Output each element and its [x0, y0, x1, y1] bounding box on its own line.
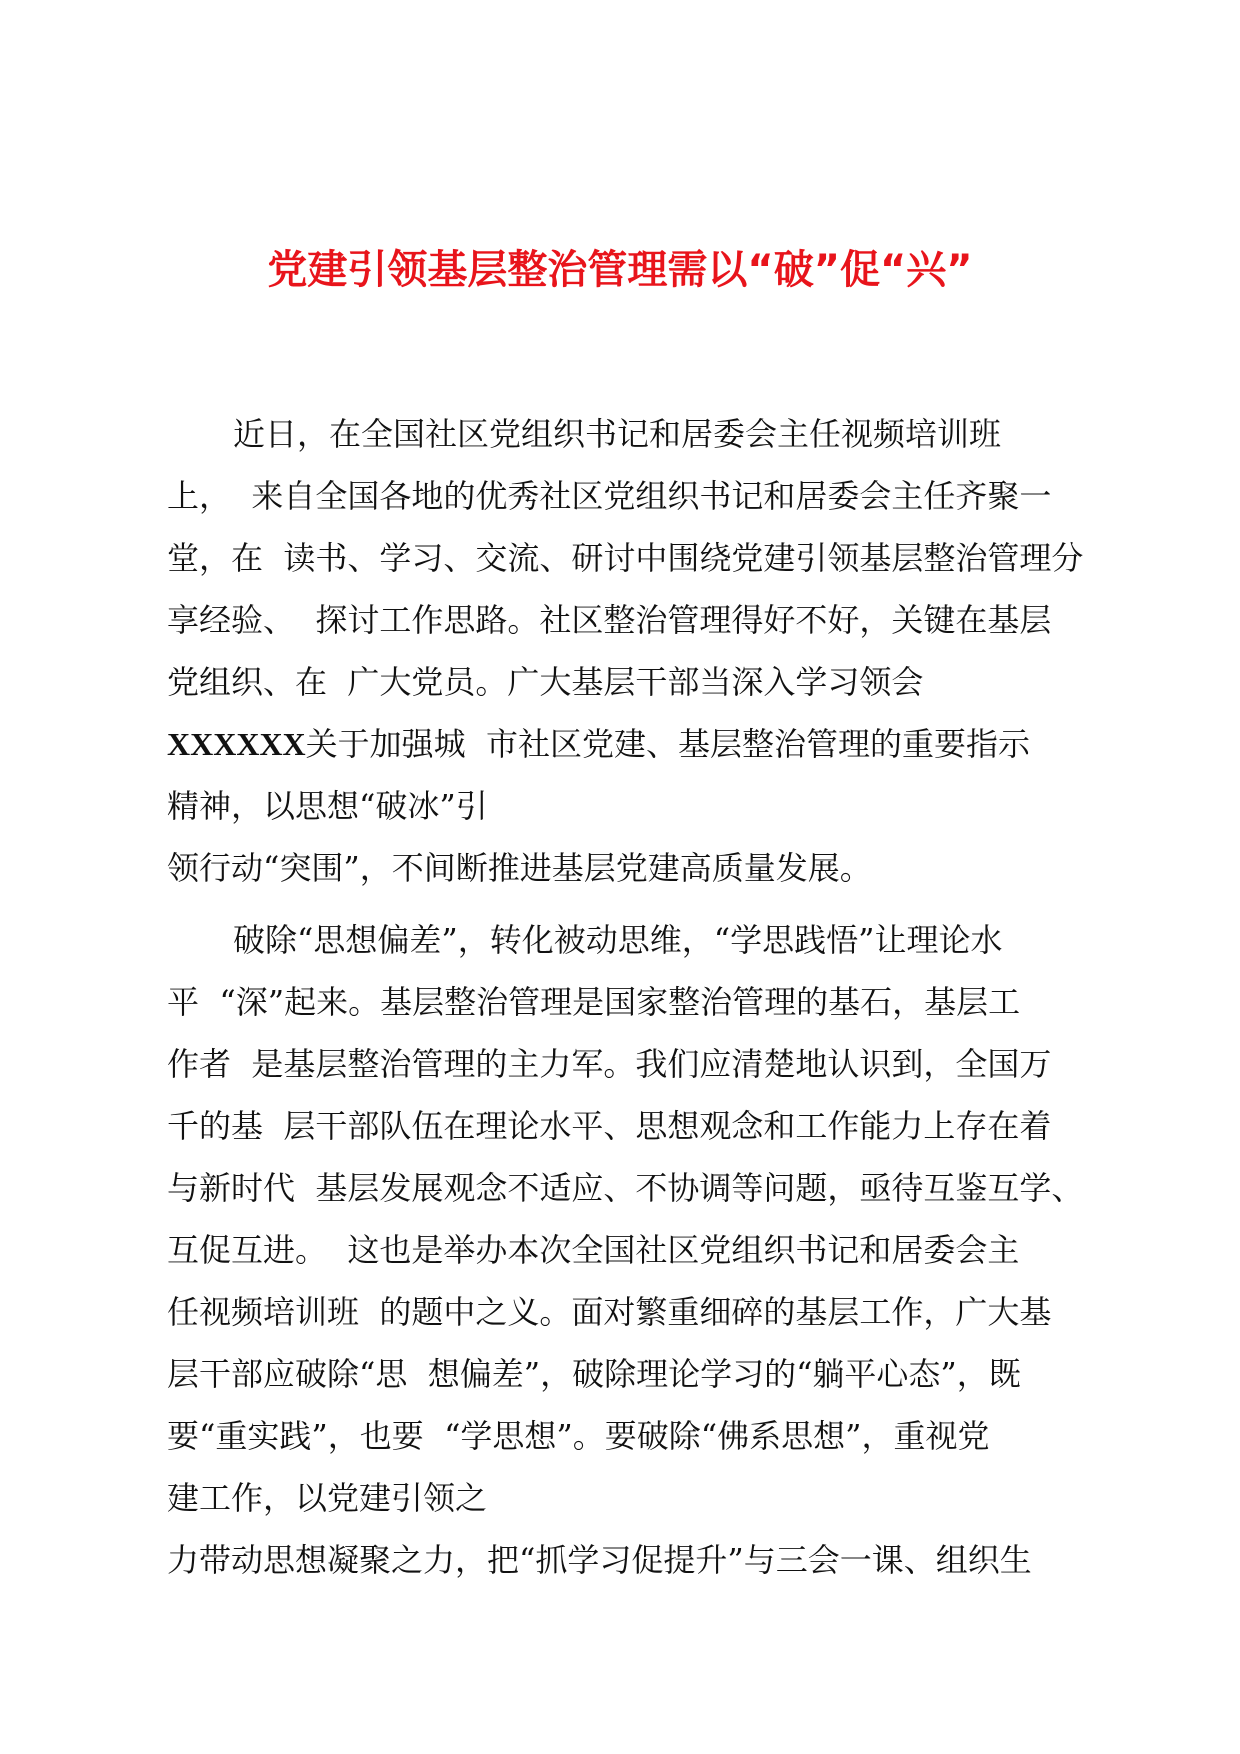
paragraph-line: 要“重实践”，也要 “学思想”。要破除“佛系思想”，重视党 [167, 1417, 990, 1455]
paragraph-line: 上， 来自全国各地的优秀社区党组织书记和居委会主任齐聚一 [167, 477, 1052, 515]
paragraph-line: 任视频培训班 的题中之义。面对繁重细碎的基层工作，广大基 [167, 1293, 1052, 1331]
paragraph-line: 领行动“突围”，不间断推进基层党建高质量发展。 [167, 849, 872, 887]
paragraph-line: 党组织、在 广大党员。广大基层干部当深入学习领会 [167, 663, 924, 701]
paragraph-line-text: 关于加强城 市社区党建、基层整治管理的重要指示 [305, 725, 1031, 763]
paragraph-line: 精神，以思想“破冰”引 [167, 787, 488, 825]
paragraph-line: 与新时代 基层发展观念不适应、不协调等问题，亟待互鉴互学、 [167, 1169, 1084, 1207]
paragraph-line: 作者 是基层整治管理的主力军。我们应清楚地认识到，全国万 [167, 1045, 1052, 1083]
paragraph-line: 享经验、 探讨工作思路。社区整治管理得好不好，关键在基层 [167, 601, 1052, 639]
paragraph-line: 堂，在 读书、学习、交流、研讨中围绕党建引领基层整治管理分 [167, 539, 1084, 577]
paragraph-line: 近日，在全国社区党组织书记和居委会主任视频培训班 [233, 415, 1002, 453]
document-title: 党建引领基层整治管理需以“破”促“兴” [267, 247, 973, 293]
placeholder-text: XXXXXX [167, 726, 306, 762]
paragraph-line: 千的基 层干部队伍在理论水平、思想观念和工作能力上存在着 [167, 1107, 1052, 1145]
paragraph-line: 层干部应破除“思 想偏差”，破除理论学习的“躺平心态”，既 [167, 1355, 1021, 1393]
paragraph-line: 平 “深”起来。基层整治管理是国家整治管理的基石，基层工 [167, 983, 1021, 1021]
paragraph-line: 破除“思想偏差”，转化被动思维，“学思践悟”让理论水 [233, 921, 1003, 959]
paragraph-line: 力带动思想凝聚之力，把“抓学习促提升”与三会一课、组织生 [167, 1541, 1032, 1579]
paragraph-line [167, 722, 1030, 766]
paragraph-line: 建工作，以党建引领之 [167, 1479, 488, 1517]
paragraph-line: 互促互进。 这也是举办本次全国社区党组织书记和居委会主 [167, 1231, 1020, 1269]
